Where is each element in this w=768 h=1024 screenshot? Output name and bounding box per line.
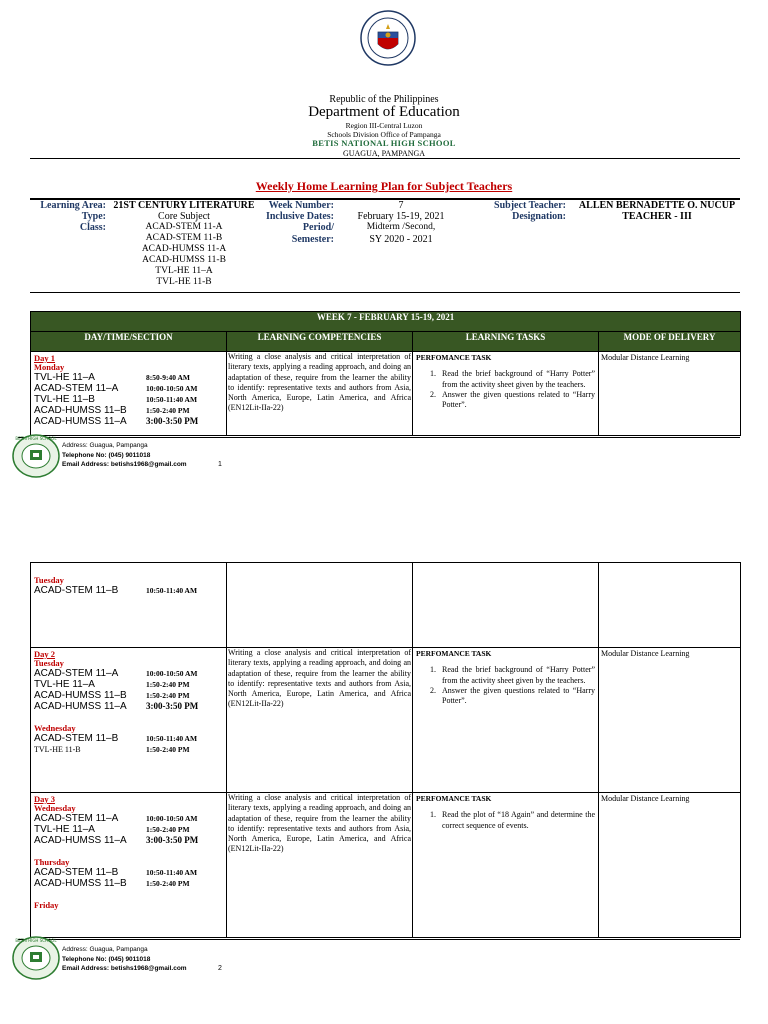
header-republic: Republic of the Philippines <box>329 94 439 105</box>
header-school: BETIS NATIONAL HIGH SCHOOL <box>312 138 456 148</box>
schedule-time: 1:50-2:40 PM <box>146 406 190 415</box>
mode-text: Modular Distance Learning <box>601 649 690 658</box>
schedule-row <box>34 835 223 846</box>
schedule-section: ACAD-STEM 11–A <box>34 668 119 679</box>
schedule-section: ACAD-HUMSS 11–A <box>34 701 127 712</box>
day3-competency <box>227 793 413 938</box>
table-row-day2 <box>31 648 741 793</box>
day1-label: Day 1 <box>34 353 56 363</box>
period-value: Midterm /Second, <box>366 222 436 232</box>
schedule-row <box>34 585 223 596</box>
schedule-time: 10:00-10:50 AM <box>146 669 198 678</box>
schedule-time: 1:50-2:40 PM <box>146 745 190 754</box>
cont-schedule <box>31 563 227 648</box>
schedule-row <box>34 679 223 690</box>
week-number-value: 7 <box>398 200 404 211</box>
task-title: PERFOMANCE TASK <box>416 353 492 362</box>
schedule-time: 10:00-10:50 AM <box>146 384 198 393</box>
schedule-section: ACAD-STEM 11–B <box>34 585 119 596</box>
schedule-section: TVL-HE 11–A <box>34 824 95 835</box>
schedule-time: 3:00-3:50 PM <box>146 416 199 426</box>
schedule-row <box>34 394 223 405</box>
page-number: 2 <box>218 965 222 972</box>
mode-text: Modular Distance Learning <box>601 794 690 803</box>
schedule-row <box>34 867 223 878</box>
day3-rows-2 <box>34 867 223 889</box>
footer-telephone: Telephone No: (045) 9011018 <box>62 451 151 459</box>
class-item: ACAD-HUMSS 11-A <box>141 244 227 254</box>
task-title: PERFOMANCE TASK <box>416 794 492 803</box>
subject-teacher-label: Subject Teacher: <box>494 200 566 211</box>
day2-weekday-2: Wednesday <box>34 723 76 733</box>
task-item: 1. Read the brief background of “Harry Potter” from the activity sheet given by the teachers. <box>438 369 595 390</box>
schedule-time: 10:00-10:50 AM <box>146 814 198 823</box>
header-learning-tasks: LEARNING TASKS <box>413 332 599 352</box>
header-region: Region III-Central Luzon <box>345 121 423 130</box>
schedule-row <box>34 824 223 835</box>
schedule-section: ACAD-HUMSS 11–B <box>34 878 127 889</box>
schedule-row <box>34 701 223 712</box>
header-town: GUAGUA, PAMPANGA <box>342 149 426 158</box>
day2-mode <box>599 648 741 793</box>
schedule-section: TVL-HE 11–A <box>34 679 95 690</box>
schedule-row <box>34 668 223 679</box>
header-department: Department of Education <box>308 104 460 120</box>
day3-rows <box>34 813 223 846</box>
schedule-section: ACAD-STEM 11–B <box>34 733 119 744</box>
school-logo <box>12 935 60 981</box>
class-item: ACAD-STEM 11-A <box>145 222 223 232</box>
schedule-row <box>34 416 223 427</box>
day3-schedule <box>31 793 227 938</box>
weekly-plan-table <box>30 311 741 436</box>
schedule-row <box>34 878 223 889</box>
header-mode-of-delivery: MODE OF DELIVERY <box>599 332 741 352</box>
schedule-section: ACAD-STEM 11–A <box>34 383 119 394</box>
task-item: 1. Read the plot of “18 Again” and determine the correct sequence of events. <box>438 810 595 831</box>
schedule-section: TVL-HE 11–B <box>34 394 95 405</box>
day2-tasks <box>413 648 599 793</box>
table-row-day1 <box>31 352 741 436</box>
schedule-row <box>34 733 223 744</box>
day1-competency <box>227 352 413 436</box>
weekly-plan-table-continued <box>30 562 741 938</box>
schedule-row <box>34 372 223 383</box>
day1-mode <box>599 352 741 436</box>
header-divider <box>30 158 740 159</box>
schedule-time: 1:50-2:40 PM <box>146 825 190 834</box>
footer-address: Address: Guagua, Pampanga <box>62 442 148 449</box>
info-bottom-rule <box>30 292 740 293</box>
schedule-row <box>34 744 223 755</box>
type-value: Core Subject <box>158 211 210 222</box>
learning-area-label: Learning Area: <box>40 200 106 211</box>
header-day-time-section: DAY/TIME/SECTION <box>31 332 227 352</box>
schedule-row <box>34 813 223 824</box>
schedule-time: 10:50-11:40 AM <box>146 734 198 743</box>
schedule-section: TVL-HE 11-B <box>34 745 81 754</box>
period-label: Period/ <box>302 222 334 233</box>
day2-competency <box>227 648 413 793</box>
day2-label: Day 2 <box>34 649 56 659</box>
schedule-section: ACAD-HUMSS 11–A <box>34 416 127 427</box>
day1-schedule <box>31 352 227 436</box>
page-number: 1 <box>218 461 222 468</box>
schedule-time: 8:50-9:40 AM <box>146 373 190 382</box>
class-item: TVL-HE 11–A <box>155 266 213 276</box>
competency-text: Writing a close analysis and critical interpretation of literary texts, applying a reading approach, and doing an adaptation of these, require from the learner the ability to identify: representative texts and authors from Asia, North America, Europe, Latin America, and Africa (EN12Lit-IIa-22) <box>228 648 411 709</box>
day3-weekday-2: Thursday <box>34 857 70 867</box>
day3-mode <box>599 793 741 938</box>
schedule-time: 1:50-2:40 PM <box>146 680 190 689</box>
class-label: Class: <box>79 222 106 233</box>
class-item: TVL-HE 11-B <box>156 277 212 287</box>
schedule-time: 10:50-11:40 AM <box>146 868 198 877</box>
school-logo <box>12 433 60 479</box>
table-row-day3 <box>31 793 741 938</box>
schedule-section: ACAD-HUMSS 11–B <box>34 690 127 701</box>
week-banner: WEEK 7 - FEBRUARY 15-19, 2021 <box>31 312 741 332</box>
schedule-section: TVL-HE 11–A <box>34 372 95 383</box>
schedule-section: ACAD-STEM 11–B <box>34 867 119 878</box>
schedule-time: 3:00-3:50 PM <box>146 701 199 711</box>
task-item: 2. Answer the given questions related to “Harry Potter”. <box>438 390 595 411</box>
schedule-time: 3:00-3:50 PM <box>146 835 199 845</box>
competency-text: Writing a close analysis and critical interpretation of literary texts, applying a reading approach, and doing an adaptation of these, require from the learner the ability to identify: representative texts and authors from Asia, North America, Europe, Latin America, and Africa (EN12Lit-IIa-22) <box>228 793 411 854</box>
footer-rule <box>18 939 740 940</box>
task-item: 1. Read the brief background of “Harry Potter” from the activity sheet given by the teachers. <box>438 665 595 686</box>
schedule-section: ACAD-HUMSS 11–A <box>34 835 127 846</box>
learning-area-value: 21ST CENTURY LITERATURE <box>113 200 255 211</box>
header-division: Schools Division Office of Pampanga <box>327 130 441 139</box>
day2-schedule <box>31 648 227 793</box>
semester-value: SY 2020 - 2021 <box>369 234 433 245</box>
inclusive-dates-value: February 15-19, 2021 <box>357 211 445 222</box>
day3-weekday-3: Friday <box>34 900 59 910</box>
semester-label: Semester: <box>291 234 334 245</box>
schedule-section: ACAD-HUMSS 11–B <box>34 405 127 416</box>
schedule-row <box>34 690 223 701</box>
type-label: Type: <box>81 211 106 222</box>
page-2 <box>0 500 768 1024</box>
deped-seal-logo <box>360 10 416 66</box>
svg-text:BETIS HIGH SCHOOL: BETIS HIGH SCHOOL <box>15 938 57 943</box>
page-1 <box>0 0 768 500</box>
mode-text: Modular Distance Learning <box>601 353 690 362</box>
task-title: PERFOMANCE TASK <box>416 649 492 658</box>
footer-contact <box>62 441 187 470</box>
schedule-time: 10:50-11:40 AM <box>146 395 198 404</box>
inclusive-dates-label: Inclusive Dates: <box>265 211 334 222</box>
footer-email: Email Address: betishs1968@gmail.com <box>62 461 187 468</box>
footer-telephone: Telephone No: (045) 9011018 <box>62 955 151 963</box>
day1-tasks <box>413 352 599 436</box>
designation-label: Designation: <box>512 211 566 222</box>
svg-text:BETIS HIGH SCHOOL: BETIS HIGH SCHOOL <box>15 436 57 441</box>
schedule-time: 1:50-2:40 PM <box>146 879 190 888</box>
subject-teacher-value: ALLEN BERNADETTE O. NUCUP <box>578 200 736 211</box>
cont-weekday: Tuesday <box>34 575 64 585</box>
day2-weekday: Tuesday <box>34 658 64 668</box>
plan-title: Weekly Home Learning Plan for Subject Teachers <box>255 179 513 193</box>
day3-weekday: Wednesday <box>34 803 76 813</box>
footer-rule <box>18 437 740 438</box>
schedule-time: 10:50-11:40 AM <box>146 586 198 595</box>
footer-address: Address: Guagua, Pampanga <box>62 946 148 953</box>
schedule-row <box>34 383 223 394</box>
class-list <box>110 222 258 288</box>
cont-rows <box>34 585 223 596</box>
footer-email: Email Address: betishs1968@gmail.com <box>62 965 187 972</box>
day1-weekday: Monday <box>34 362 65 372</box>
schedule-row <box>34 405 223 416</box>
week-number-label: Week Number: <box>268 200 334 211</box>
designation-value: TEACHER - III <box>622 211 692 222</box>
class-item: ACAD-STEM 11-B <box>145 233 223 243</box>
day1-rows <box>34 372 223 427</box>
schedule-section: ACAD-STEM 11–A <box>34 813 119 824</box>
day3-label: Day 3 <box>34 794 56 804</box>
day2-rows <box>34 668 223 712</box>
class-item: ACAD-HUMSS 11-B <box>142 255 226 265</box>
competency-text: Writing a close analysis and critical interpretation of literary texts, applying a reading approach, and doing an adaptation of these, require from the learner the ability to identify: representative texts and authors from Asia, North America, Europe, Latin America, and Africa (EN12Lit-IIa-22) <box>228 352 411 413</box>
day3-tasks <box>413 793 599 938</box>
task-item: 2. Answer the given questions related to “Harry Potter”. <box>438 686 595 707</box>
footer-contact <box>62 945 187 974</box>
table-row-continued <box>31 563 741 648</box>
schedule-time: 1:50-2:40 PM <box>146 691 190 700</box>
day2-rows-2 <box>34 733 223 755</box>
header-learning-competencies: LEARNING COMPETENCIES <box>227 332 413 352</box>
